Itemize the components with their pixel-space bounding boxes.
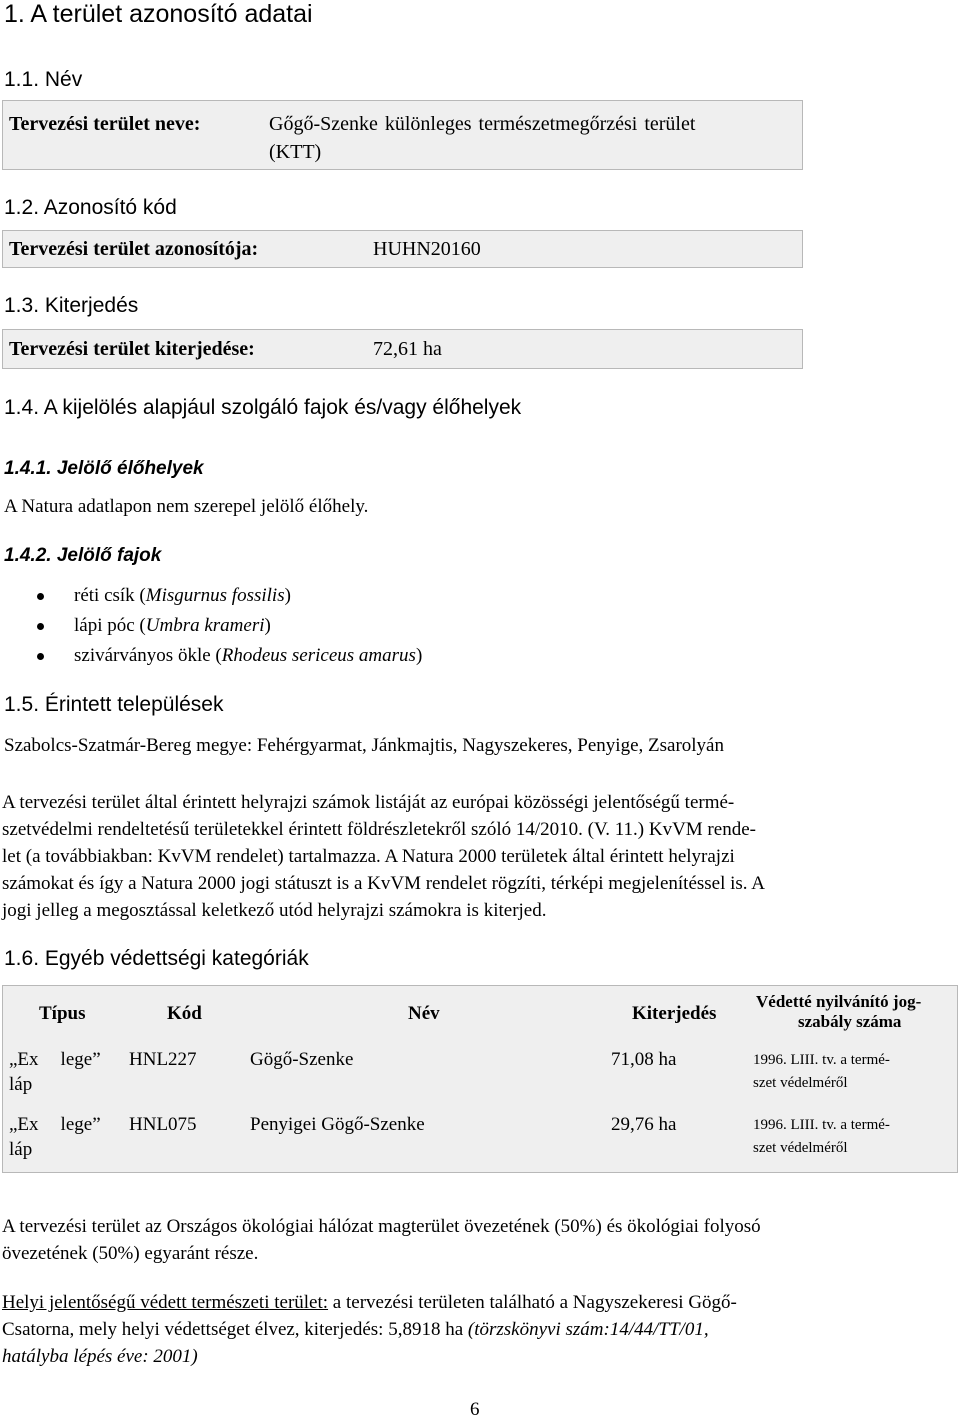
table-row-1-jogszabaly: 1996. LIII. tv. a termé- szet védelméről <box>753 1052 890 1091</box>
col-header-kiterjedes: Kiterjedés <box>632 1003 717 1024</box>
table-row-1-kod: HNL227 <box>129 1049 197 1070</box>
section-1-1-heading: 1.1. Név <box>4 68 83 91</box>
col-header-nev: Név <box>408 1003 440 1024</box>
bullet <box>37 623 44 630</box>
bullet <box>37 653 44 660</box>
ecology-paragraph: A tervezési terület az Országos ökológiai hálózat magterület övezetének (50%) és ökológiai folyosó övezetének (50%) egyaránt része. <box>2 1216 761 1264</box>
code-value: HUHN20160 <box>373 238 481 260</box>
extent-label: Tervezési terület kiterjedése: <box>9 338 255 360</box>
section-1-4-1-heading: 1.4.1. Jelölő élőhelyek <box>4 458 204 479</box>
col-header-kod: Kód <box>167 1003 202 1024</box>
section-1-4-2-heading: 1.4.2. Jelölő fajok <box>4 545 162 566</box>
table-row-2-kiterjedes: 29,76 ha <box>611 1114 677 1135</box>
extent-value: 72,61 ha <box>373 338 442 360</box>
hrsz-paragraph: A tervezési terület által érintett helyrajzi számok listáját az európai közösségi jelentőségű termé- szetvédelmi rendeltetésű területekkel érintett földrészletekről szóló 14/2010. (V. 11.) KvVM rende- let (a továbbiakban: KvVM rendelet) tartalmazza. A Natura 2000 területek által érintett helyrajzi számokat és így a Natura 2000 jogi státuszt is a KvVM rendelet rögzíti, térképi megjelenítéssel is. A jogi jelleg a megosztással keletkező utód helyrajzi számokra is kiterjed. <box>2 792 765 921</box>
section-1-3-heading: 1.3. Kiterjedés <box>4 294 139 317</box>
table-row-2-tipus: „Ex lege” láp <box>9 1114 101 1160</box>
table-row-1-nev: Gögő-Szenke <box>250 1049 354 1070</box>
species-item: szivárványos ökle (Rhodeus sericeus amarus) <box>74 645 423 666</box>
habitats-text: A Natura adatlapon nem szerepel jelölő élőhely. <box>4 496 369 517</box>
table-row-2-jogszabaly: 1996. LIII. tv. a termé- szet védelméről <box>753 1117 890 1156</box>
name-value-line2: (KTT) <box>269 141 322 163</box>
settlements-text: Szabolcs-Szatmár-Bereg megye: Fehérgyarmat, Jánkmajtis, Nagyszekeres, Penyige, Zsarolyán <box>4 735 724 756</box>
local-protection-paragraph: Helyi jelentőségű védett természeti terület: a tervezési területen található a Nagyszekeresi Gögő- Csatorna, mely helyi védettséget élvez, kiterjedés: 5,8918 ha (törzskönyvi szám:14/44/TT/01, hatályba lépés éve: 2001) <box>2 1292 737 1367</box>
section-1-5-heading: 1.5. Érintett települések <box>4 693 224 716</box>
table-row-2-nev: Penyigei Gögő-Szenke <box>250 1114 425 1135</box>
protection-table <box>2 985 958 1173</box>
species-item: réti csík (Misgurnus fossilis) <box>74 585 291 606</box>
code-box <box>2 230 803 268</box>
table-row-1-kiterjedes: 71,08 ha <box>611 1049 677 1070</box>
extent-box <box>2 329 803 369</box>
section-1-title: 1. A terület azonosító adatai <box>4 0 313 28</box>
col-header-jogszabaly: Védetté nyilvánító jog- szabály száma <box>756 992 922 1031</box>
section-1-2-heading: 1.2. Azonosító kód <box>4 196 177 219</box>
table-row-2-kod: HNL075 <box>129 1114 197 1135</box>
col-header-tipus: Típus <box>39 1003 86 1024</box>
name-value-line1: Gőgő-Szenke különleges természetmegőrzési terület <box>269 113 696 135</box>
name-label: Tervezési terület neve: <box>9 113 201 135</box>
section-1-4-heading: 1.4. A kijelölés alapjául szolgáló fajok és/vagy élőhelyek <box>4 396 522 419</box>
page-number: 6 <box>470 1399 480 1420</box>
section-1-6-heading: 1.6. Egyéb védettségi kategóriák <box>4 947 309 970</box>
code-label: Tervezési terület azonosítója: <box>9 238 259 260</box>
bullet <box>37 593 44 600</box>
table-row-1-tipus: „Ex lege” láp <box>9 1049 101 1095</box>
species-item: lápi póc (Umbra krameri) <box>74 615 271 636</box>
name-box <box>2 100 803 170</box>
